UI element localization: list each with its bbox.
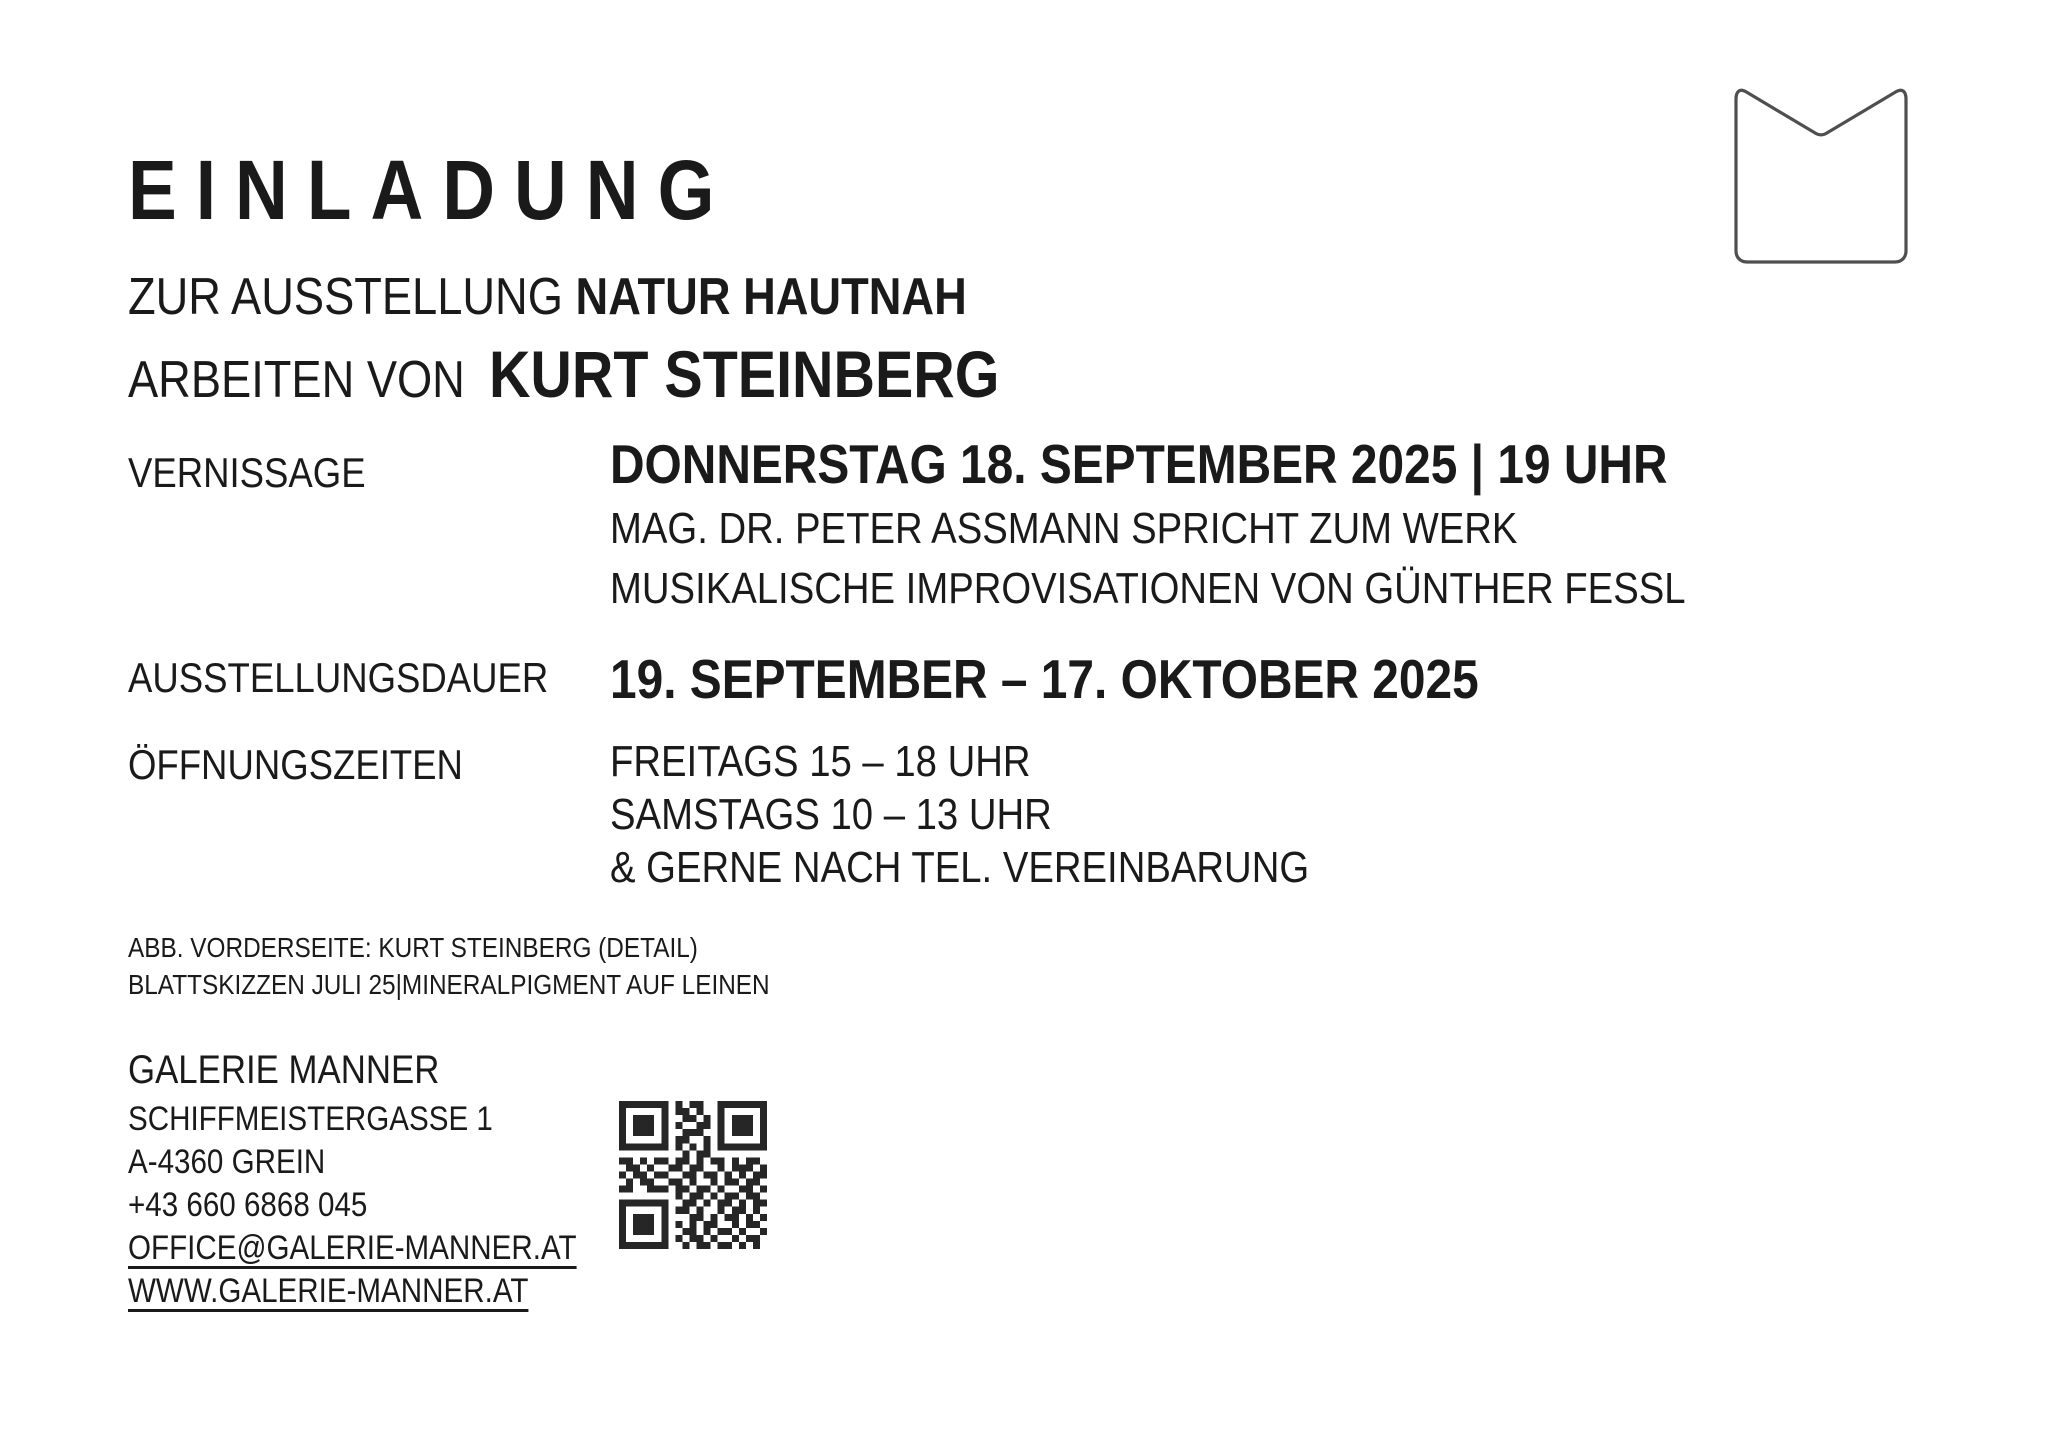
page-title-text: EINLADUNG <box>128 143 734 238</box>
vernissage-speaker: MAG. DR. PETER ASSMANN SPRICHT ZUM WERK <box>610 504 1518 553</box>
artist-name: KURT STEINBERG <box>488 337 1000 411</box>
duration-value: 19. SEPTEMBER – 17. OKTOBER 2025 <box>610 648 1479 710</box>
artist-line <box>128 337 1130 411</box>
duration-label: AUSSTELLUNGSDAUER <box>128 654 549 701</box>
gallery-city: A-4360 GREIN <box>128 1143 326 1181</box>
exhibition-line <box>128 268 1092 326</box>
envelope-icon <box>1728 84 1914 270</box>
gallery-name: GALERIE MANNER <box>128 1048 440 1092</box>
vernissage-music: MUSIKALISCHE IMPROVISATIONEN VON GÜNTHER FESSL <box>610 564 1686 613</box>
opening-hours-appointment: & GERNE NACH TEL. VEREINBARUNG <box>610 843 1310 892</box>
caption-line-2: BLATTSKIZZEN JULI 25|MINERALPIGMENT AUF LEINEN <box>128 969 770 1000</box>
gallery-street: SCHIFFMEISTERGASSE 1 <box>128 1100 493 1138</box>
opening-hours-friday: FREITAGS 15 – 18 UHR <box>610 737 1031 786</box>
vernissage-date: DONNERSTAG 18. SEPTEMBER 2025 | 19 UHR <box>610 433 1668 495</box>
exhibition-prefix: ZUR AUSSTELLUNG <box>128 268 563 326</box>
artwork-caption <box>128 929 866 1003</box>
gallery-email-link[interactable]: OFFICE@GALERIE-MANNER.AT <box>128 1229 577 1267</box>
artist-prefix: ARBEITEN VON <box>128 351 465 409</box>
qr-code <box>619 1101 767 1249</box>
gallery-website-link[interactable]: WWW.GALERIE-MANNER.AT <box>128 1272 529 1310</box>
caption-line-1: ABB. VORDERSEITE: KURT STEINBERG (DETAIL) <box>128 932 698 963</box>
exhibition-title: NATUR HAUTNAH <box>575 268 967 326</box>
opening-hours-details <box>610 737 1414 892</box>
opening-hours-label: ÖFFNUNGSZEITEN <box>128 741 463 788</box>
opening-hours-saturday: SAMSTAGS 10 – 13 UHR <box>610 790 1052 839</box>
duration-details <box>610 648 1609 722</box>
gallery-contact-block <box>128 1098 644 1313</box>
vernissage-details <box>610 433 1846 613</box>
vernissage-label: VERNISSAGE <box>128 449 366 496</box>
gallery-phone: +43 660 6868 045 <box>128 1186 368 1224</box>
page-title <box>128 143 824 238</box>
